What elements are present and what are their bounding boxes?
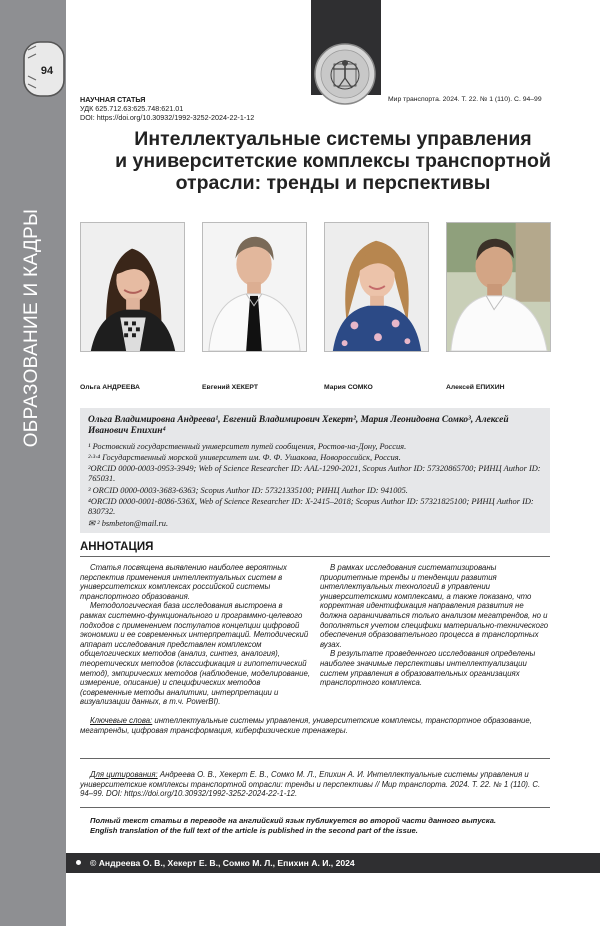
udc-code: УДК 625.712.63:625.748:621.01 [80, 104, 184, 113]
vitruvian-medal-logo [313, 42, 377, 106]
bullet-icon [76, 860, 81, 865]
author-photo-somko [324, 222, 429, 352]
divider [80, 807, 550, 808]
section-title: ОБРАЗОВАНИЕ И КАДРЫ [21, 208, 42, 448]
orcid-line: ²ORCID 0000-0003-0953-3949; Web of Science Researcher ID: AAL-1290-2021, Scopus Author ID: 57320865700; РИНЦ Author ID: 765031. [88, 464, 541, 483]
abstract-left-column [80, 563, 310, 707]
author-photo-epikhin [446, 222, 551, 352]
copyright: © Андреева О. В., Хекерт Е. В., Сомко М. Л., Епихин А. И., 2024 [90, 858, 355, 868]
citation-label: Для цитирования: [90, 770, 158, 779]
abstract-right-column [320, 563, 550, 688]
author-photo-hekert [202, 222, 307, 352]
abstract-paragraph: Методологическая база исследования выстроена в рамках системно-функционального и программно-целевого подходов с применением постулатов концепции цифровой экономики и ее современных интерпретаций. Методический аппарат исследования представлен комплексом общелогических методов (анализ, синтез, аналогия), теоретических методов (классификация и гипотетический метод), эмпирических методов (наблюдение, моделирование, измерение, описание) и специфических методов (современные методы аналитики, интерпретации и визуализации данных, в т.ч. PowerBI). [80, 601, 311, 707]
sidebar [0, 0, 66, 926]
affiliation: ¹ Ростовский государственный университет путей сообщения, Ростов-на-Дону, Россия. [88, 442, 407, 451]
divider [80, 758, 550, 759]
abstract-paragraph: В результате проведенного исследования определены наиболее значимые перспективы интеллектуализации систем управления в образовательных организациях транспортного комплекса. [320, 649, 536, 688]
abstract-heading: АННОТАЦИЯ [80, 541, 154, 553]
keywords-label: Ключевые слова: [90, 716, 153, 725]
translation-note [80, 816, 550, 836]
page-number: 94 [40, 65, 54, 77]
authors-line: Ольга Владимировна Андреева¹, Евгений Владимирович Хекерт², Мария Леонидовна Сомко³, Алексей Иванович Епихин⁴ [88, 415, 509, 436]
citation [80, 770, 550, 799]
photo-caption: Мария СОМКО [324, 384, 373, 391]
translation-note-ru: Полный текст статьи в переводе на английский язык публикуется во второй части данного выпуска. [90, 816, 497, 825]
affiliation: ²·³·⁴ Государственный морской университет им. Ф. Ф. Ушакова, Новороссийск, Россия. [88, 453, 401, 462]
keywords [80, 716, 550, 735]
article-title: Интеллектуальные системы управления и университетские комплексы транспортной отрасли: тренды и перспективы [115, 128, 551, 194]
tire-icon [20, 40, 66, 98]
keywords-text: интеллектуальные системы управления, университетские комплексы, транспортное образование, мегатренды, цифровая трансформация, киберфизические тренажеры. [80, 716, 532, 735]
photo-caption: Евгений ХЕКЕРТ [202, 384, 259, 391]
translation-note-en: English translation of the full text of the article is published in the second part of the issue. [90, 825, 418, 835]
article-type: НАУЧНАЯ СТАТЬЯ [80, 95, 146, 104]
author-photo-andreeva [80, 222, 185, 352]
citation-text: Андреева О. В., Хекерт Е. В., Сомко М. Л., Епихин А. И. Интеллектуальные системы управления и университетские комплексы транспортной отрасли: тренды и перспективы // Мир транспорта. 2024. Т. 22. № 1 (110). С. 94–99. DOI: https://doi.org/10.30932/1992-3252-2024-22-1-12. [80, 770, 541, 799]
divider [80, 556, 550, 557]
doi-link[interactable]: DOI: https://doi.org/10.30932/1992-3252-2024-22-1-12 [80, 113, 255, 122]
photo-caption: Ольга АНДРЕЕВА [80, 384, 140, 391]
contact-email[interactable]: ✉ ² bsmbeton@mail.ru. [88, 519, 169, 528]
journal-reference: Мир транспорта. 2024. Т. 22. № 1 (110). С. 94–99 [388, 96, 542, 103]
abstract-paragraph: В рамках исследования систематизированы приоритетные тренды и тенденции развития интеллектуальных технологий в управлении университетскими комплексами, а также показано, что корректная идентификация направления развития не должна ограничиваться только анализом мегатрендов, но и дополняться учетом специфики материально-технического обеспечения образовательного процесса в транспортных вузах. [320, 563, 549, 649]
article-meta [80, 95, 254, 122]
orcid-line: ³ ORCID 0000-0003-3683-6363; Scopus Author ID: 57321335100; РИНЦ Author ID: 941005. [88, 486, 408, 495]
photo-caption: Алексей ЕПИХИН [446, 384, 505, 391]
abstract-paragraph: Статья посвящена выявлению наиболее вероятных перспектив применения интеллектуальных систем в университетских комплексах российской системы транспортного образования. [80, 563, 287, 601]
orcid-line: ⁴ORCID 0000-0001-8086-536X, Web of Science Researcher ID: X-2415–2018; Scopus Author ID: 57321825100; РИНЦ Author ID: 830732. [88, 497, 534, 516]
